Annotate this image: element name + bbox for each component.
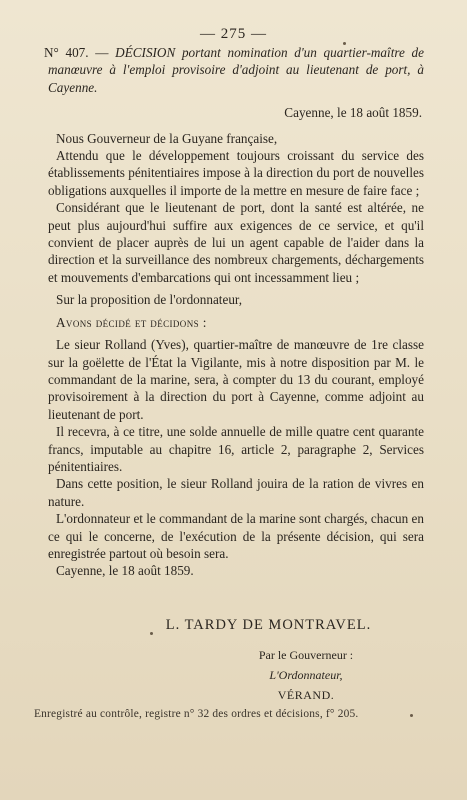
- ink-spot-icon: [150, 632, 153, 635]
- closing-date: Cayenne, le 18 août 1859.: [56, 563, 194, 579]
- decision-number: N° 407. —: [44, 45, 109, 60]
- paragraph-governor: Nous Gouverneur de la Guyane française,: [56, 130, 278, 146]
- paragraph-avons-decide: Avons décidé et décidons :: [56, 314, 207, 330]
- decision-body: [44, 44, 424, 580]
- paragraph-proposition: Sur la proposition de l'ordonnateur,: [56, 292, 243, 308]
- paragraph-article-3: Dans cette position, le sieur Rolland jouira de la ration de vivres en nature.: [48, 476, 424, 509]
- governor-signature: L. TARDY DE MONTRAVEL.: [165, 617, 372, 633]
- paragraph-article-1: Le sieur Rolland (Yves), quartier-maître de manœuvre de 1re classe sur la goëlette de l'État la Vigilante, mis à notre disposition par M. le commandant de la marine, sera, à compter du 13 du courant, employé provisoirement à la direction du port à Cayenne, comme adjoint au lieutenant de port.: [48, 337, 424, 422]
- decision-heading: [44, 44, 424, 96]
- ink-spot-icon: [410, 714, 413, 717]
- countersign-name: VÉRAND.: [277, 688, 335, 702]
- paragraph-attendu: Attendu que le développement toujours croissant du service des établissements pénitentiaires impose à la direction du port de nouvelles obligations auxquelles il importe de la mettre en mesure de faire face ;: [48, 148, 424, 198]
- paragraph-article-2: Il recevra, à ce titre, une solde annuelle de mille quatre cent quarante francs, imputable au chapitre 16, article 2, paragraphe 2, Services pénitentiaires.: [48, 424, 424, 474]
- countersign-par-le-gouverneur: Par le Gouverneur :: [258, 648, 354, 662]
- decision-title: DÉCISION portant nomination d'un quartier-maître de manœuvre à l'emploi provisoire d'adjoint au lieutenant de port, à Cayenne.: [48, 45, 424, 95]
- registry-note: Enregistré au contrôle, registre n° 32 des ordres et décisions, f° 205.: [34, 708, 359, 720]
- header-date: Cayenne, le 18 août 1859.: [284, 105, 422, 121]
- page-number: — 275 —: [200, 26, 267, 42]
- paragraph-considerant: Considérant que le lieutenant de port, dont la santé est altérée, ne peut plus aujourd'hui suffire aux exigences de ce service, et qu'il convient de placer auprès de lui un agent capable de l'aider dans la direction et la surveillance des nombreux chargements, déchargements et mouvements d'embarcations qui ont incessamment lieu ;: [48, 200, 424, 285]
- countersign-ordonnateur-title: L'Ordonnateur,: [269, 668, 343, 682]
- paragraph-article-4: L'ordonnateur et le commandant de la marine sont chargés, chacun en ce qui le concerne, de l'exécution de la présente décision, qui sera enregistrée partout où besoin sera.: [48, 511, 424, 561]
- ink-spot-icon: [343, 42, 346, 45]
